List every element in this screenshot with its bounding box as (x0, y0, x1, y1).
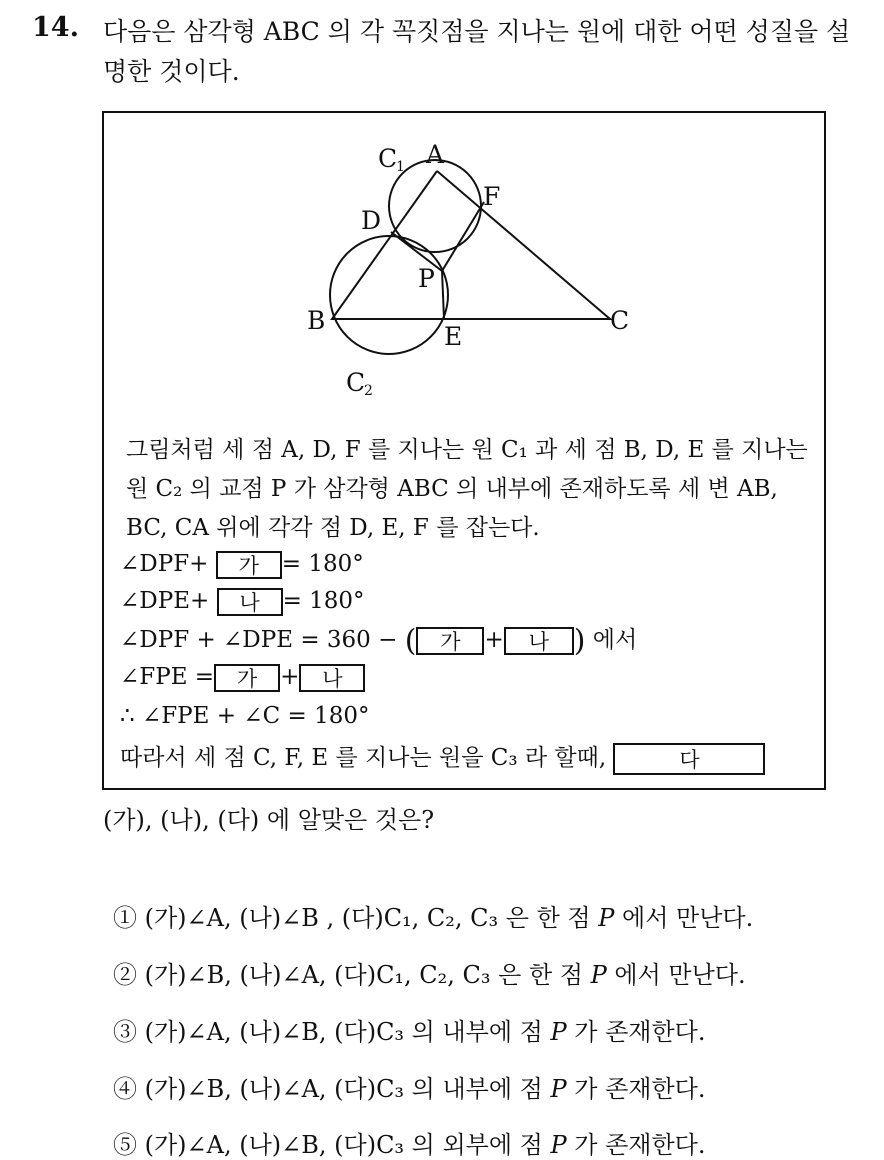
label-a: A (426, 140, 445, 169)
paren-close: ) (573, 623, 586, 659)
label-b: B (307, 306, 326, 335)
blank-ga-2: 가 (416, 627, 484, 655)
box-paragraph: 그림처럼 세 점 A, D, F 를 지나는 원 C₁ 과 세 점 B, D, E 를 지나는 원 C₂ 의 교점 P 가 삼각형 ABC 의 내부에 존재하도록 세 변 AB, BC, CA 위에 각각 점 D, E, F 를 잡는다. (126, 437, 808, 541)
choice-1-var: P (598, 904, 615, 932)
label-c2: C (346, 368, 366, 397)
choice-1-tail: 에서 만난다. (614, 904, 754, 932)
blank-na-2: 나 (504, 627, 574, 655)
label-e: E (444, 322, 463, 351)
choice-2[interactable] (113, 955, 746, 990)
choice-5-num: ⑤ (113, 1131, 137, 1159)
blank-ga-3: 가 (214, 664, 280, 692)
equation-line-6 (120, 739, 765, 775)
question-text: 다음은 삼각형 ABC 의 각 꼭짓점을 지나는 원에 대한 어떤 성질을 설명한 것이다. (103, 17, 851, 86)
explanation-box (102, 111, 826, 790)
segment-pe (442, 271, 444, 319)
triangle-circles-figure (304, 133, 744, 403)
segment-fp (442, 202, 484, 271)
circle-c2 (330, 236, 448, 354)
choice-2-num: ② (113, 961, 137, 989)
choice-5[interactable] (113, 1125, 705, 1160)
blank-ga: 가 (216, 551, 282, 579)
equation-line-5 (120, 703, 370, 729)
equation-line-2 (120, 588, 365, 616)
blank-na: 나 (217, 588, 283, 616)
choice-1[interactable] (113, 898, 753, 933)
label-p: P (418, 264, 435, 293)
eq1-post: = 180° (281, 551, 364, 577)
label-d: D (361, 206, 382, 235)
label-c1-sub: 1 (396, 159, 405, 175)
question-prompt: (가), (나), (다) 에 알맞은 것은? (103, 806, 435, 834)
label-c: C (610, 306, 630, 335)
choice-3-var: P (550, 1018, 567, 1046)
choice-4-var: P (550, 1075, 567, 1103)
eq2-post: = 180° (282, 588, 365, 614)
eq6-pre: 따라서 세 점 C, F, E 를 지나는 원을 C₃ 라 할때, (120, 745, 614, 771)
choice-1-num: ① (113, 904, 137, 932)
choice-3-text: (가)∠A, (나)∠B, (다)C₃ 의 내부에 점 (137, 1018, 551, 1046)
eq4-pre: ∠FPE = (120, 664, 215, 690)
choice-4-tail: 가 존재한다. (566, 1075, 706, 1103)
eq3-post: 에서 (585, 627, 638, 653)
choice-2-tail: 에서 만난다. (606, 961, 746, 989)
eq4-plus: + (280, 664, 300, 690)
label-c2-sub: 2 (364, 383, 373, 399)
choice-3[interactable] (113, 1012, 705, 1047)
eq1-pre: ∠DPF+ (120, 551, 216, 577)
eq3-plus: + (484, 627, 504, 653)
question-number: 14. (32, 12, 79, 43)
choice-2-var: P (590, 961, 607, 989)
choice-3-num: ③ (113, 1018, 137, 1046)
equation-line-3 (120, 621, 637, 659)
blank-da: 다 (613, 743, 765, 775)
choice-1-text: (가)∠A, (나)∠B , (다)C₁, C₂, C₃ 은 한 점 (137, 904, 599, 932)
eq3-pre: ∠DPF + ∠DPE = 360 − (120, 627, 405, 653)
label-f: F (483, 182, 501, 211)
label-c1: C (378, 144, 398, 173)
choice-2-text: (가)∠B, (나)∠A, (다)C₁, C₂, C₃ 은 한 점 (137, 961, 591, 989)
triangle-abc (332, 171, 610, 319)
choice-5-tail: 가 존재한다. (566, 1131, 706, 1159)
choice-4[interactable] (113, 1069, 705, 1104)
paren-open: ( (404, 623, 417, 659)
equation-line-4 (120, 664, 365, 692)
choice-4-text: (가)∠B, (나)∠A, (다)C₃ 의 내부에 점 (137, 1075, 551, 1103)
blank-na-3: 나 (299, 664, 365, 692)
choice-3-tail: 가 존재한다. (566, 1018, 706, 1046)
choice-4-num: ④ (113, 1075, 137, 1103)
equation-line-1 (120, 551, 364, 579)
choice-5-var: P (550, 1131, 567, 1159)
eq5-text: ∴ ∠FPE + ∠C = 180° (120, 703, 370, 729)
choice-5-text: (가)∠A, (나)∠B, (다)C₃ 의 외부에 점 (137, 1131, 551, 1159)
eq2-pre: ∠DPE+ (120, 588, 217, 614)
